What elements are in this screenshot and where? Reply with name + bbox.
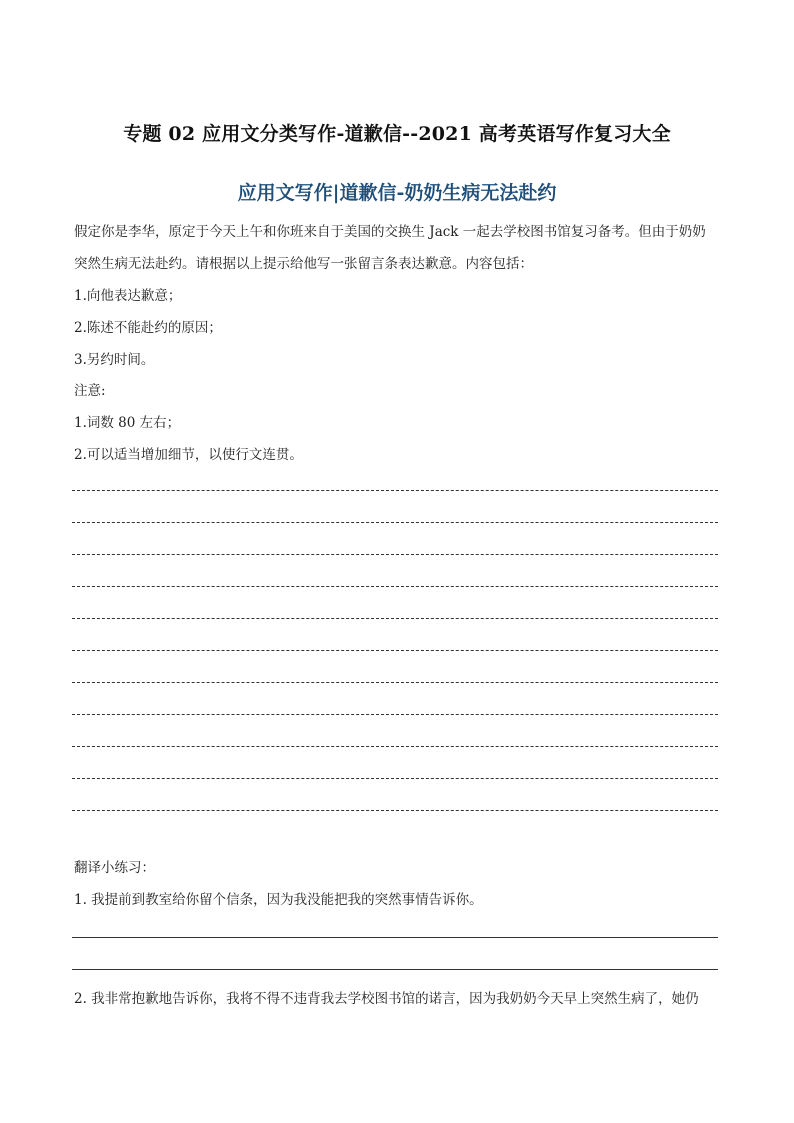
task-point: 2.陈述不能赴约的原因；: [74, 320, 222, 336]
task-intro-line-1: 假定你是李华，原定于今天上午和你班来自于美国的交换生 Jack 一起去学校图书馆复习备考。但由于奶奶: [74, 224, 706, 240]
notes-heading: 注意:: [74, 383, 106, 399]
writing-line[interactable]: [72, 554, 718, 555]
writing-line[interactable]: [72, 490, 718, 491]
translation-item: 2. 我非常抱歉地告诉你，我将不得不违背我去学校图书馆的诺言，因为我奶奶今天早上突然生病了，她仍: [74, 991, 699, 1007]
writing-line[interactable]: [72, 522, 718, 523]
writing-line[interactable]: [72, 778, 718, 779]
answer-line[interactable]: [72, 937, 718, 938]
answer-line[interactable]: [72, 969, 718, 970]
writing-line[interactable]: [72, 682, 718, 683]
note-item: 2.可以适当增加细节，以使行文连贯。: [74, 447, 303, 463]
writing-line[interactable]: [72, 810, 718, 811]
task-point: 3.另约时间。: [74, 352, 155, 368]
writing-line[interactable]: [72, 714, 718, 715]
writing-line[interactable]: [72, 586, 718, 587]
writing-line[interactable]: [72, 618, 718, 619]
task-intro-line-2: 突然生病无法赴约。请根据以上提示给他写一张留言条表达歉意。内容包括：: [74, 256, 533, 272]
document-subtitle: 应用文写作|道歉信-奶奶生病无法赴约: [237, 182, 557, 204]
document-title: 专题 02 应用文分类写作-道歉信--2021 高考英语写作复习大全: [123, 123, 671, 145]
translation-heading: 翻译小练习：: [74, 860, 155, 876]
writing-line[interactable]: [72, 650, 718, 651]
translation-item: 1. 我提前到教室给你留个信条，因为我没能把我的突然事情告诉你。: [74, 892, 483, 908]
writing-line[interactable]: [72, 746, 718, 747]
note-item: 1.词数 80 左右；: [74, 415, 181, 431]
task-point: 1.向他表达歉意；: [74, 288, 182, 304]
